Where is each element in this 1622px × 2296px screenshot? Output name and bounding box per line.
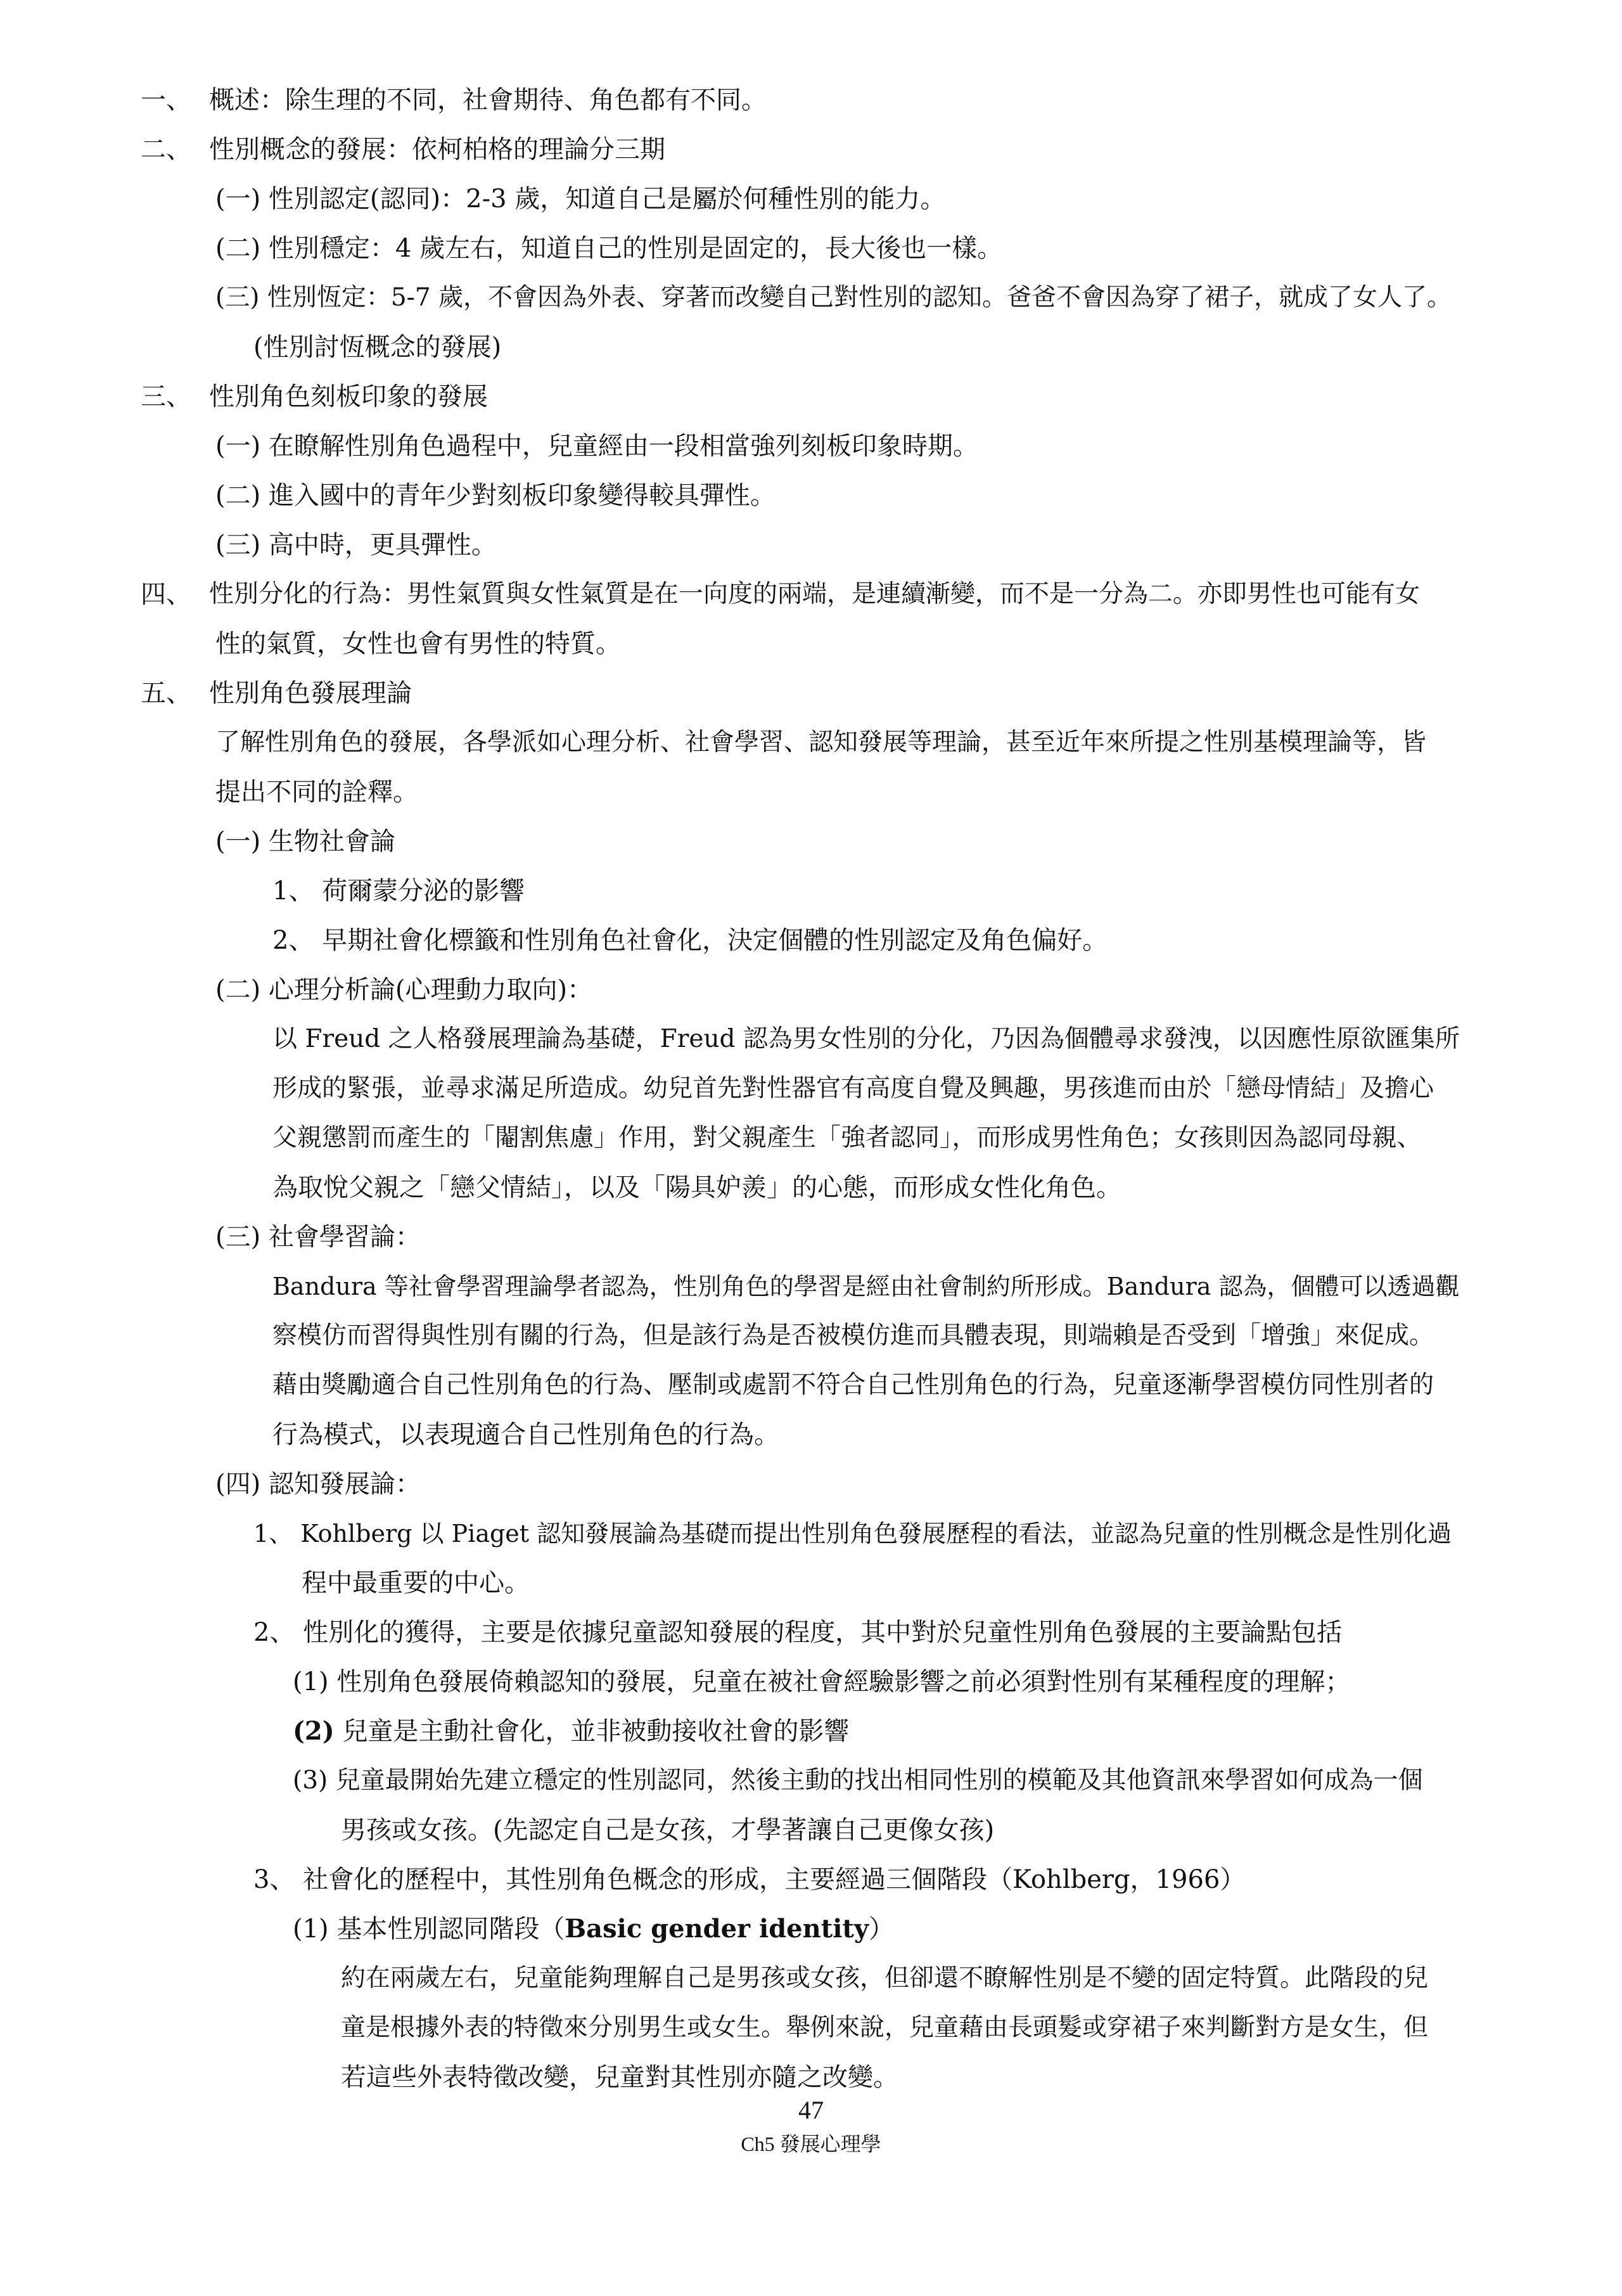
section-2-title: 性別概念的發展：依柯柏格的理論分三期 bbox=[209, 135, 665, 164]
stage-1-heading-prefix: (1) 基本性別認同階段（ bbox=[293, 1914, 565, 1944]
section-4-number: 四、 bbox=[141, 580, 191, 609]
page-number: 47 bbox=[798, 2096, 824, 2124]
section-2-number: 二、 bbox=[141, 135, 191, 164]
section-5-intro-line-2: 提出不同的詮釋。 bbox=[215, 778, 418, 807]
cognitive-point-1-line-2: 程中最重要的中心。 bbox=[302, 1568, 530, 1598]
cognitive-point-2-sub-3-line-2: 男孩或女孩。(先認定自己是女孩，才學著讓自己更像女孩) bbox=[341, 1816, 995, 1845]
section-1-text: 概述：除生理的不同，社會期待、角色都有不同。 bbox=[209, 86, 767, 115]
section-3-title: 性別角色刻板印象的發展 bbox=[209, 382, 488, 411]
stage-1-heading-english: Basic gender identity bbox=[565, 1914, 869, 1944]
stage-1-line-3: 若這些外表特徵改變，兒童對其性別亦隨之改變。 bbox=[341, 2063, 898, 2092]
psychoanalytic-title: (二) 心理分析論(心理動力取向)： bbox=[215, 975, 593, 1004]
stage-1-heading-suffix: ） bbox=[869, 1914, 895, 1944]
section-5-number: 五、 bbox=[141, 679, 191, 708]
stage-1-line-2: 童是根據外表的特徵來分別男生或女生。舉例來說，兒童藉由長頭髮或穿裙子來判斷對方是女生，但 bbox=[341, 2013, 1429, 2042]
bio-social-point-2: 2、 早期社會化標籤和性別角色社會化，決定個體的性別認定及角色偏好。 bbox=[272, 926, 1108, 955]
section-2-item-3: (三) 性別恆定：5-7 歲，不會因為外表、穿著而改變自己對性別的認知。爸爸不會因為穿了裙子，就成了女人了。 bbox=[215, 283, 1452, 312]
section-3-item-2: (二) 進入國中的青年少對刻板印象變得較具彈性。 bbox=[215, 481, 776, 510]
section-4-line-2: 性的氣質，女性也會有男性的特質。 bbox=[215, 629, 621, 658]
section-1-number: 一、 bbox=[141, 86, 191, 115]
stage-1-line-1: 約在兩歲左右，兒童能夠理解自己是男孩或女孩，但卻還不瞭解性別是不變的固定特質。此階段的兒 bbox=[341, 1964, 1429, 1992]
section-2-item-1: (一) 性別認定(認同)：2-3 歲，知道自己是屬於何種性別的能力。 bbox=[215, 184, 946, 214]
psychoanalytic-line-2: 形成的緊張，並尋求滿足所造成。幼兒首先對性器官有高度自覺及興趣，男孩進而由於「戀母情結」及擔心 bbox=[272, 1074, 1434, 1103]
cognitive-point-2-sub-3-line-1: (3) 兒童最開始先建立穩定的性別認同，然後主動的找出相同性別的模範及其他資訊來學習如何成為一個 bbox=[293, 1766, 1423, 1795]
social-learning-title: (三) 社會學習論： bbox=[215, 1222, 421, 1252]
social-learning-line-2: 察模仿而習得與性別有關的行為，但是該行為是否被模仿進而具體表現，則端賴是否受到「增強」來促成。 bbox=[272, 1321, 1434, 1350]
section-3-number: 三、 bbox=[141, 382, 191, 411]
section-3-item-3: (三) 高中時，更具彈性。 bbox=[215, 530, 497, 560]
section-2-item-2: (二) 性別穩定：4 歲左右，知道自己的性別是固定的，長大後也一樣。 bbox=[215, 234, 1003, 263]
cognitive-point-1-line-1: 1、 Kohlberg 以 Piaget 認知發展論為基礎而提出性別角色發展歷程的看法，並認為兒童的性別概念是性別化過 bbox=[253, 1520, 1452, 1548]
section-3-item-1: (一) 在瞭解性別角色過程中，兒童經由一段相當強列刻板印象時期。 bbox=[215, 432, 978, 461]
cognitive-point-2-sub-2 bbox=[293, 1715, 849, 1748]
psychoanalytic-line-1: 以 Freud 之人格發展理論為基礎，Freud 認為男女性別的分化，乃因為個體尋求發洩，以因應性原欲匯集所 bbox=[272, 1025, 1460, 1053]
bio-social-point-1: 1、 荷爾蒙分泌的影響 bbox=[272, 876, 525, 906]
section-5-title: 性別角色發展理論 bbox=[209, 679, 412, 708]
social-learning-line-3: 藉由獎勵適合自己性別角色的行為、壓制或處罰不符合自己性別角色的行為，兒童逐漸學習模仿同性別者的 bbox=[272, 1371, 1434, 1399]
psychoanalytic-line-3: 父親懲罰而產生的「閹割焦慮」作用，對父親產生「強者認同」，而形成男性角色；女孩則因為認同母親、 bbox=[272, 1124, 1422, 1152]
cognitive-point-2: 2、 性別化的獲得，主要是依據兒童認知發展的程度，其中對於兒童性別角色發展的主要論點包括 bbox=[253, 1618, 1343, 1647]
cognitive-point-3: 3、 社會化的歷程中，其性別角色概念的形成，主要經過三個階段（Kohlberg，1966） bbox=[253, 1865, 1246, 1894]
psychoanalytic-line-4: 為取悅父親之「戀父情結」，以及「陽具妒羨」的心態，而形成女性化角色。 bbox=[272, 1173, 1121, 1202]
bio-social-title: (一) 生物社會論 bbox=[215, 827, 395, 856]
chapter-footer: Ch5 發展心理學 bbox=[741, 2132, 881, 2155]
section-5-intro-line-1: 了解性別角色的發展，各學派如心理分析、社會學習、認知發展等理論，甚至近年來所提之性別基模理論等，皆 bbox=[215, 728, 1427, 757]
social-learning-line-4: 行為模式，以表現適合自己性別角色的行為。 bbox=[272, 1420, 779, 1449]
cognitive-point-2-sub-2-number: (2) bbox=[293, 1716, 335, 1746]
stage-1-heading bbox=[293, 1913, 894, 1946]
section-4-line-1: 性別分化的行為：男性氣質與女性氣質是在一向度的兩端，是連續漸變，而不是一分為二。亦即男性也可能有女 bbox=[209, 580, 1421, 608]
cognitive-point-2-sub-2-text: 兒童是主動社會化，並非被動接收社會的影響 bbox=[334, 1717, 850, 1746]
section-2-item-3-continued: (性別討恆概念的發展) bbox=[253, 333, 502, 362]
cognitive-title: (四) 認知發展論： bbox=[215, 1470, 421, 1499]
cognitive-point-2-sub-1: (1) 性別角色發展倚賴認知的發展，兒童在被社會經驗影響之前必須對性別有某種程度的理解； bbox=[293, 1667, 1351, 1696]
social-learning-line-1: Bandura 等社會學習理論學者認為，性別角色的學習是經由社會制約所形成。Bandura 認為，個體可以透過觀 bbox=[272, 1273, 1460, 1300]
